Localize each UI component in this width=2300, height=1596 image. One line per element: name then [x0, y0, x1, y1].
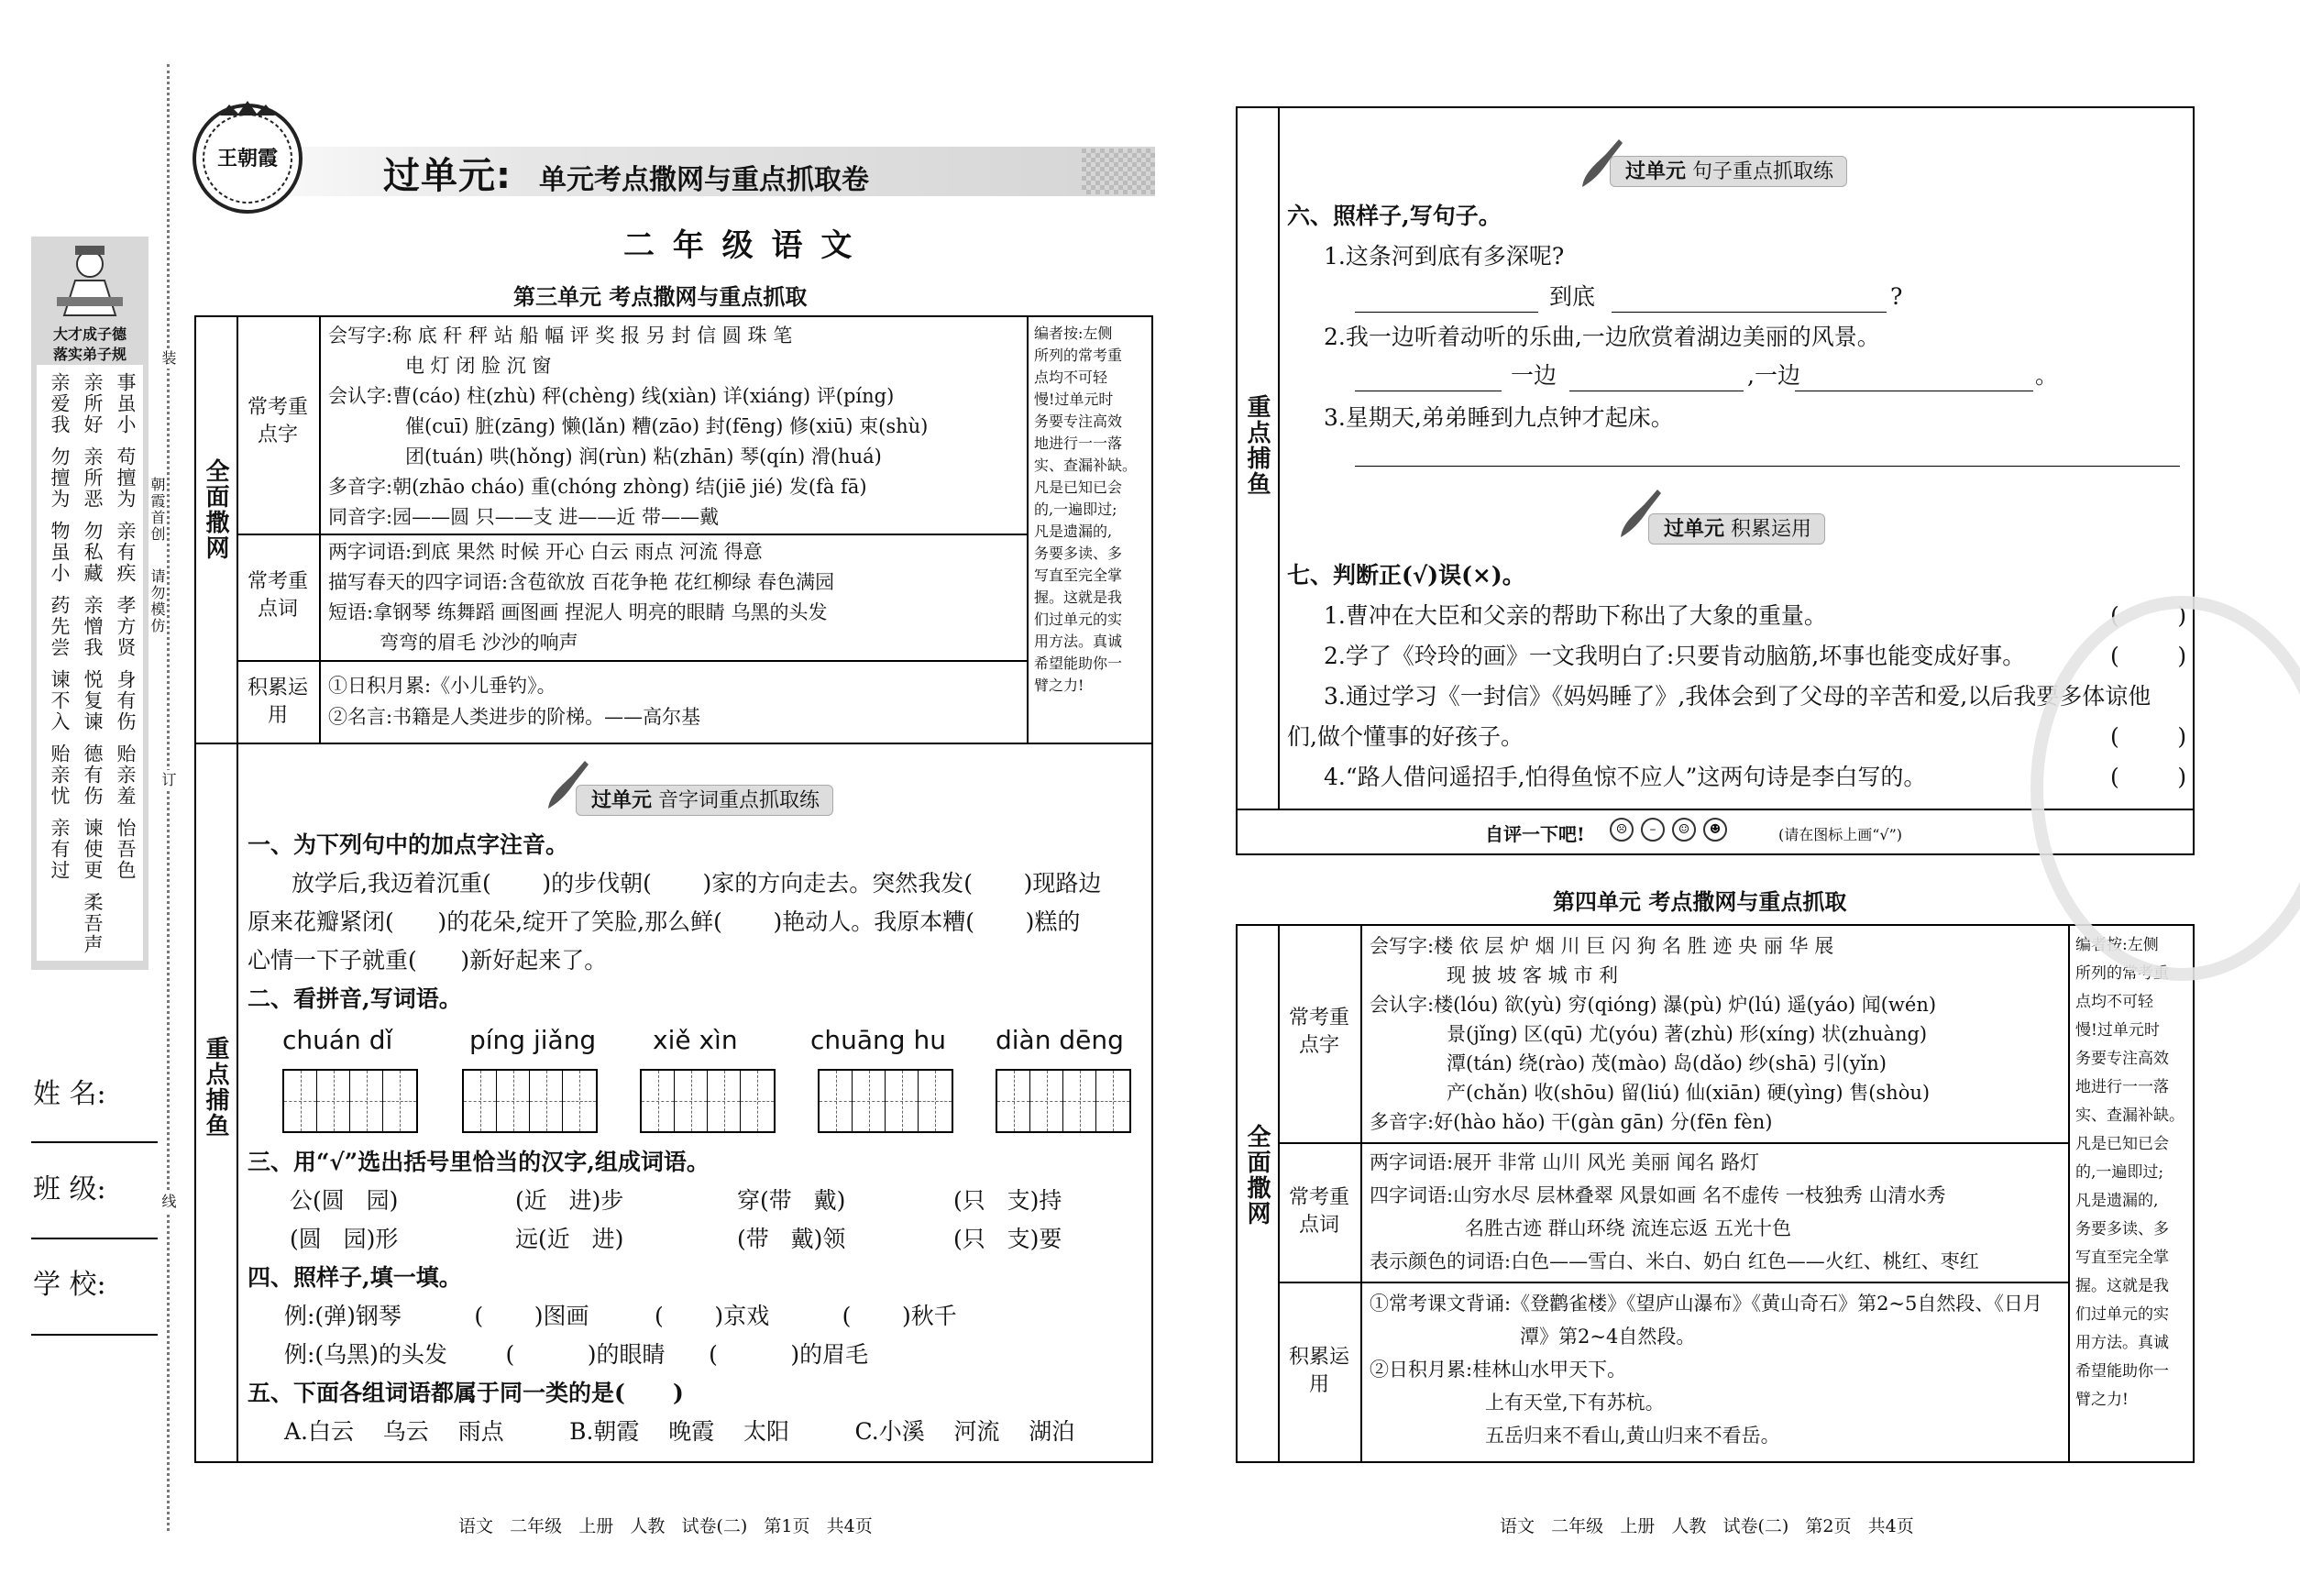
note-line: 握。这就是我: [2075, 1277, 2169, 1295]
note-line: 实、查漏补缺。: [2075, 1106, 2184, 1125]
unit4-jl-label: 积累运用: [1289, 1346, 1350, 1396]
q2-writing-grid[interactable]: [640, 1069, 776, 1133]
poem-col: 悦复谏: [82, 669, 104, 732]
self-eval-label: 自评一下吧!: [1485, 823, 1585, 845]
poem-col: 事虽小: [115, 372, 137, 435]
banner-pattern: [1082, 149, 1155, 194]
badge-bold: 过单元: [591, 788, 653, 812]
q2-writing-grid[interactable]: [282, 1069, 418, 1133]
unit3-ci-line: 两字词语:到底 果然 时候 开心 白云 雨点 河流 得意: [328, 541, 763, 563]
note-line: 务要专注高效: [2075, 1050, 2169, 1068]
q3-item[interactable]: 公(圆 园): [290, 1187, 399, 1214]
q4-line: 例:(乌黑)的头发 ( )的眼睛 ( )的眉毛: [284, 1341, 869, 1368]
poem-col: 谏使更: [82, 818, 104, 881]
note-line: 凡是已知已会: [1034, 479, 1123, 496]
poem-col: 勿擅为: [49, 446, 71, 510]
unit3-zi-line: 多音字:朝(zhāo cháo) 重(chóng zhòng) 结(jiē jié) 发(fà fā): [328, 476, 867, 498]
poem-col: 物虽小: [49, 521, 71, 584]
note-line: 用方法。真诚: [1034, 633, 1123, 650]
q5-options[interactable]: A.白云 乌云 雨点 B.朝霞 晚霞 太阳 C.小溪 河流 湖泊: [284, 1418, 1075, 1445]
unit3-zi-line: 会写字:称 底 秆 秤 站 船 幅 评 奖 报 另 封 信 圆 珠 笔: [328, 325, 793, 347]
unit4-jl-line: 上有天堂,下有苏杭。: [1485, 1392, 1665, 1414]
sidebar-panel: [31, 237, 149, 970]
badge-bold: 过单元: [1664, 517, 1725, 541]
page2-col-line: [1278, 106, 1280, 809]
q7-paren[interactable]: ( ): [2110, 723, 2187, 750]
note-line: 凡是遗漏的,: [2075, 1192, 2159, 1210]
unit3-zi-line: 团(tuán) 哄(hǒng) 润(rùn) 粘(zhān) 琴(qín) 滑(huá): [405, 446, 882, 468]
binding-mark-zhuang: 装: [156, 348, 181, 369]
poem-col: 药先尝: [49, 595, 71, 658]
unit4-row-line2: [1278, 1282, 2068, 1283]
q6-blank[interactable]: [1612, 312, 1887, 313]
note-line: 希望能助你一: [1034, 655, 1123, 672]
note-line: 点均不可轻: [1034, 369, 1108, 386]
q6-word: 。: [2035, 362, 2059, 389]
unit3-row-line2: [237, 660, 1027, 662]
poem-col: 亲所恶: [82, 446, 104, 510]
name-label: 姓 名:: [33, 1078, 106, 1110]
note-line: 地进行一一落: [2075, 1078, 2169, 1096]
smile-face-icon[interactable]: ☺: [1672, 818, 1696, 842]
q6-blank[interactable]: [1355, 312, 1538, 313]
note-line: 臂之力!: [1034, 677, 1084, 694]
note-line: 凡是遗漏的,: [1034, 523, 1113, 540]
unit4-ci-label: 常考重点词: [1289, 1186, 1350, 1237]
self-eval-hint: (请在图标上画“√”): [1778, 826, 1903, 843]
unit3-zi-line: 同音字:园——圆 只——支 进——近 带——戴: [328, 506, 720, 528]
badge-bold: 过单元: [1625, 160, 1687, 183]
q6-line: 2.我一边听着动听的乐曲,一边欣赏着湖边美丽的风景。: [1324, 324, 1880, 350]
unit3-ci-line: 短语:拿钢琴 练舞蹈 画图画 捏泥人 明亮的眼睛 乌黑的头发: [328, 601, 828, 623]
unit4-zi-line: 多音字:好(hào hǎo) 干(gàn gān) 分(fēn fèn): [1370, 1111, 1773, 1133]
unit4-col-line3: [2068, 924, 2070, 1463]
unit4-ci-line: 名胜古迹 群山环绕 流连忘返 五光十色: [1465, 1217, 1792, 1239]
unit4-jl-line: 五岳归来不看山,黄山归来不看岳。: [1485, 1425, 1780, 1447]
note-line: 用方法。真诚: [2075, 1334, 2169, 1352]
unit4-col-line: [1278, 924, 1280, 1463]
q3-item[interactable]: (只 支)持: [953, 1187, 1062, 1214]
banner-title: 单元考点撒网与重点抓取卷: [539, 164, 869, 196]
binding-fold-line: [167, 64, 170, 1531]
unit4-jl-line: 潭》第2~4自然段。: [1520, 1326, 1696, 1348]
poem-col: 怡吾色: [115, 818, 137, 881]
q7-paren[interactable]: ( ): [2110, 602, 2187, 629]
unit3-split-line: [194, 743, 1153, 744]
class-field[interactable]: [31, 1238, 158, 1239]
grin-face-icon[interactable]: ☻: [1703, 818, 1727, 842]
unit3-title: 第三单元 考点撒网与重点抓取: [513, 283, 808, 310]
q7-line: 3.通过学习《一封信》《妈妈睡了》,我体会到了父母的辛苦和爱,以后我要多体谅他: [1324, 683, 2151, 710]
note-line: 慢!过单元时: [1034, 391, 1114, 408]
unit4-zi-line: 产(chǎn) 收(shōu) 留(liú) 仙(xiān) 硬(yìng) 售(shòu): [1447, 1082, 1931, 1104]
unit3-zi-line: 电 灯 闭 脸 沉 窗: [405, 355, 552, 377]
unit3-bottom-label: 重点捕鱼: [202, 1036, 229, 1139]
q6-word: 一边: [1511, 362, 1557, 389]
q2-title: 二、看拼音,写词语。: [248, 985, 462, 1012]
unit3-ci-line: 弯弯的眉毛 沙沙的响声: [380, 632, 578, 654]
unit3-zi-line: 会认字:曹(cáo) 柱(zhù) 秤(chèng) 线(xiàn) 详(xiáng) 评(píng): [328, 385, 895, 407]
q2-pinyin: chuán dǐ: [282, 1025, 393, 1055]
binding-mark-xian: 线: [156, 1192, 181, 1212]
motto-2: 落实弟子规: [52, 346, 127, 363]
poem-col: 柔吾声: [82, 892, 104, 955]
unit3-jl-line: ①日积月累:《小儿垂钓》。: [328, 675, 556, 697]
poem-col: 勿私藏: [82, 521, 104, 584]
badge-text: 积累运用: [1731, 518, 1812, 541]
poem-col: 亲爱我: [49, 372, 71, 435]
unit4-jl-line: ①常考课文背诵:《登鹳雀楼》《望庐山瀑布》《黄山奇石》第2~5自然段、《日月: [1370, 1293, 2042, 1315]
unit3-row-line1: [237, 534, 1027, 535]
q7-paren[interactable]: ( ): [2110, 764, 2187, 790]
school-field[interactable]: [31, 1334, 158, 1336]
note-line: 所列的常考重: [2075, 964, 2169, 983]
page2-badge-sentence: [1610, 156, 1847, 187]
q1-line: 心情一下子就重( )新好起来了。: [248, 947, 608, 974]
note-line: 编者按:左侧: [1034, 325, 1113, 342]
q2-pinyin: píng jiǎng: [469, 1025, 597, 1055]
poem-col: 身有伤: [115, 669, 137, 732]
q7-paren[interactable]: ( ): [2110, 643, 2187, 669]
note-line: 写直至完全掌: [1034, 567, 1123, 584]
unit4-zi-line: 会认字:楼(lóu) 欲(yù) 穷(qióng) 瀑(pù) 炉(lú) 遥(yáo) 闻(wén): [1370, 994, 1937, 1016]
q1-line: 原来花瓣紧闭( )的花朵,绽开了笑脸,那么鲜( )艳动人。我原本糟( )糕的: [248, 908, 1081, 935]
q3-item[interactable]: (只 支)要: [953, 1226, 1062, 1252]
unit3-ci-line: 描写春天的四字词语:含苞欲放 百花争艳 花红柳绿 春色满园: [328, 571, 835, 593]
unit4-ci-line: 表示颜色的词语:白色——雪白、米白、奶白 红色——火红、桃红、枣红: [1370, 1250, 1979, 1272]
q3-item[interactable]: 远(近 进): [515, 1226, 624, 1252]
unit3-left-label: 全面撒网: [202, 458, 229, 561]
banner-title-bold: 过单元:: [383, 155, 512, 197]
note-line: 的,一遍即过;: [2075, 1163, 2164, 1182]
note-line: 慢!过单元时: [2075, 1021, 2160, 1040]
note-line: 们过单元的实: [2075, 1305, 2169, 1324]
q6-title: 六、照样子,写句子。: [1287, 203, 1502, 229]
q6-word: ?: [1890, 283, 1903, 310]
q7-line: 们,做个懂事的好孩子。: [1287, 723, 1524, 750]
school-label: 学 校:: [33, 1269, 106, 1301]
q3-item[interactable]: (近 进)步: [515, 1187, 624, 1214]
q2-writing-grid[interactable]: [462, 1069, 598, 1133]
badge-text: 句子重点抓取练: [1692, 160, 1834, 183]
q3-title: 三、用“√”选出括号里恰当的汉字,组成词语。: [248, 1149, 710, 1175]
poem-col: 亲有过: [49, 818, 71, 881]
q7-line: 1.曹冲在大臣和父亲的帮助下称出了大象的重量。: [1324, 602, 1827, 629]
unit3-jl-line: ②名言:书籍是人类进步的阶梯。——高尔基: [328, 706, 701, 728]
q2-pinyin: diàn dēng: [996, 1025, 1124, 1055]
q6-line: 1.这条河到底有多深呢?: [1324, 243, 1565, 270]
q6-word: ,一边: [1747, 362, 1800, 389]
unit4-title: 第四单元 考点撒网与重点抓取: [1553, 888, 1847, 915]
q1-line: 放学后,我迈着沉重( )的步伐朝( )家的方向走去。突然我发( )现路边: [292, 870, 1102, 897]
q2-pinyin: chuāng hu: [810, 1025, 946, 1055]
q3-item[interactable]: 穿(带 戴): [737, 1187, 846, 1214]
note-line: 务要专注高效: [1034, 413, 1123, 430]
unit4-col-line2: [1360, 924, 1362, 1463]
note-line: 所列的常考重: [1034, 347, 1123, 364]
unit3-practice-badge: [576, 785, 833, 816]
poem-col: 德有伤: [82, 743, 104, 807]
poem-col: 亲所好: [82, 372, 104, 435]
unit4-left-label: 全面撒网: [1243, 1124, 1271, 1227]
q2-writing-grid[interactable]: [818, 1069, 953, 1133]
unit4-jl-line: ②日积月累:桂林山水甲天下。: [1370, 1359, 1627, 1381]
note-line: 编者按:左侧: [2075, 936, 2159, 954]
unit4-zi-line: 现 披 坡 客 城 市 利: [1447, 964, 1619, 986]
binding-text-1: 朝霞首创: [149, 477, 166, 543]
binding-text-2: 请勿模仿: [149, 568, 166, 634]
page2-badge-accumulate: [1648, 513, 1825, 545]
self-eval-faces: [1606, 818, 1731, 842]
note-line: 的,一遍即过;: [1034, 501, 1117, 518]
unit4-ci-line: 两字词语:展开 非常 山川 风光 美丽 闻名 路灯: [1370, 1151, 1760, 1173]
note-line: 实、查漏补缺。: [1034, 457, 1138, 474]
note-line: 地进行一一落: [1034, 435, 1123, 452]
unit3-editor-note: [1034, 323, 1137, 697]
unit4-zi-line: 会写字:楼 依 层 炉 烟 川 巨 闪 狗 名 胜 迹 央 丽 华 展: [1370, 935, 1834, 957]
q4-title: 四、照样子,填一填。: [248, 1264, 462, 1291]
note-line: 写直至完全掌: [2075, 1249, 2169, 1267]
poem-col: 亲有疾: [115, 521, 137, 584]
q7-line: 4.“路人借问遥招手,怕得鱼惊不应人”这两句诗是李白写的。: [1324, 764, 1927, 790]
sad-face-icon[interactable]: ☹: [1610, 818, 1634, 842]
page2-footer: 语文 二年级 上册 人教 试卷(二) 第2页 共4页: [1500, 1516, 1914, 1536]
note-line: 点均不可轻: [2075, 993, 2153, 1011]
binding-mark-ding: 订: [156, 770, 181, 790]
unit3-ci-label: 常考重点词: [248, 570, 309, 621]
unit3-zi-label: 常考重点字: [248, 396, 309, 446]
unit4-row-line1: [1278, 1142, 2068, 1144]
q7-line: 2.学了《玲玲的画》一文我明白了:只要肯动脑筋,坏事也能变成好事。: [1324, 643, 2026, 669]
unit4-ci-line: 四字词语:山穷水尽 层林叠翠 风景如画 名不虚传 一枝独秀 山清水秀: [1370, 1184, 1946, 1206]
q6-blank[interactable]: [1355, 466, 2180, 467]
note-line: 务要多读、多: [1034, 545, 1123, 562]
note-line: 凡是已知已会: [2075, 1135, 2169, 1153]
dizigui-poem: [37, 365, 143, 961]
poem-col: 孝方贤: [115, 595, 137, 658]
unit4-zi-label: 常考重点字: [1289, 1007, 1350, 1057]
q3-item[interactable]: (带 戴)领: [737, 1226, 846, 1252]
page2-left-label: 重点捕鱼: [1243, 394, 1271, 497]
note-line: 务要多读、多: [2075, 1220, 2169, 1238]
q4-line: 例:(弹)钢琴 ( )图画 ( )京戏 ( )秋千: [284, 1303, 957, 1329]
unit3-zi-line: 催(cuī) 脏(zāng) 懒(lǎn) 糟(zāo) 封(fēng) 修(xiū) 束(shù): [405, 415, 929, 437]
q6-line: 3.星期天,弟弟睡到九点钟才起床。: [1324, 404, 1674, 431]
q3-item[interactable]: (圆 园)形: [290, 1226, 399, 1252]
unit4-zi-line: 景(jǐng) 区(qū) 尤(yóu) 著(zhù) 形(xíng) 状(zhuàng): [1447, 1023, 1928, 1045]
q5-title: 五、下面各组词语都属于同一类的是( ): [248, 1380, 684, 1406]
q2-writing-grid[interactable]: [996, 1069, 1131, 1133]
class-label: 班 级:: [33, 1173, 106, 1205]
unit4-editor-note: [2075, 931, 2184, 1414]
unit3-jl-label: 积累运用: [248, 677, 309, 727]
poem-col: 贻亲忧: [49, 743, 71, 807]
poem-col: 亲憎我: [82, 595, 104, 658]
q2-pinyin: xiě xìn: [653, 1025, 738, 1055]
name-field[interactable]: [31, 1141, 158, 1143]
unit4-zi-line: 潭(tán) 绕(rào) 茂(mào) 岛(dǎo) 纱(shā) 引(yǐn): [1447, 1052, 1887, 1074]
badge-text: 音字词重点抓取练: [658, 789, 820, 812]
note-line: 握。这就是我: [1034, 589, 1123, 606]
q6-word: 到底: [1549, 283, 1596, 310]
note-line: 臂之力!: [2075, 1391, 2129, 1409]
poem-col: 谏不入: [49, 669, 71, 732]
motto-1: 大才成子德: [52, 325, 127, 343]
poem-col: 苟擅为: [115, 446, 137, 510]
q1-title: 一、为下列句中的加点字注音。: [248, 831, 569, 858]
note-line: 们过单元的实: [1034, 611, 1123, 628]
unit3-col-line3: [1027, 315, 1029, 743]
unit3-col-line2: [319, 315, 321, 743]
subject-title: 二 年 级 语 文: [623, 227, 856, 264]
logo-text: 王朝霞: [216, 147, 278, 171]
neutral-face-icon[interactable]: –: [1641, 818, 1665, 842]
page1-footer: 语文 二年级 上册 人教 试卷(二) 第1页 共4页: [458, 1516, 873, 1536]
poem-col: 贻亲羞: [115, 743, 137, 807]
unit3-col-line: [237, 315, 238, 1463]
q7-title: 七、判断正(√)误(×)。: [1287, 562, 1525, 589]
note-line: 希望能助你一: [2075, 1362, 2169, 1381]
scholar-illustration: [51, 244, 128, 319]
